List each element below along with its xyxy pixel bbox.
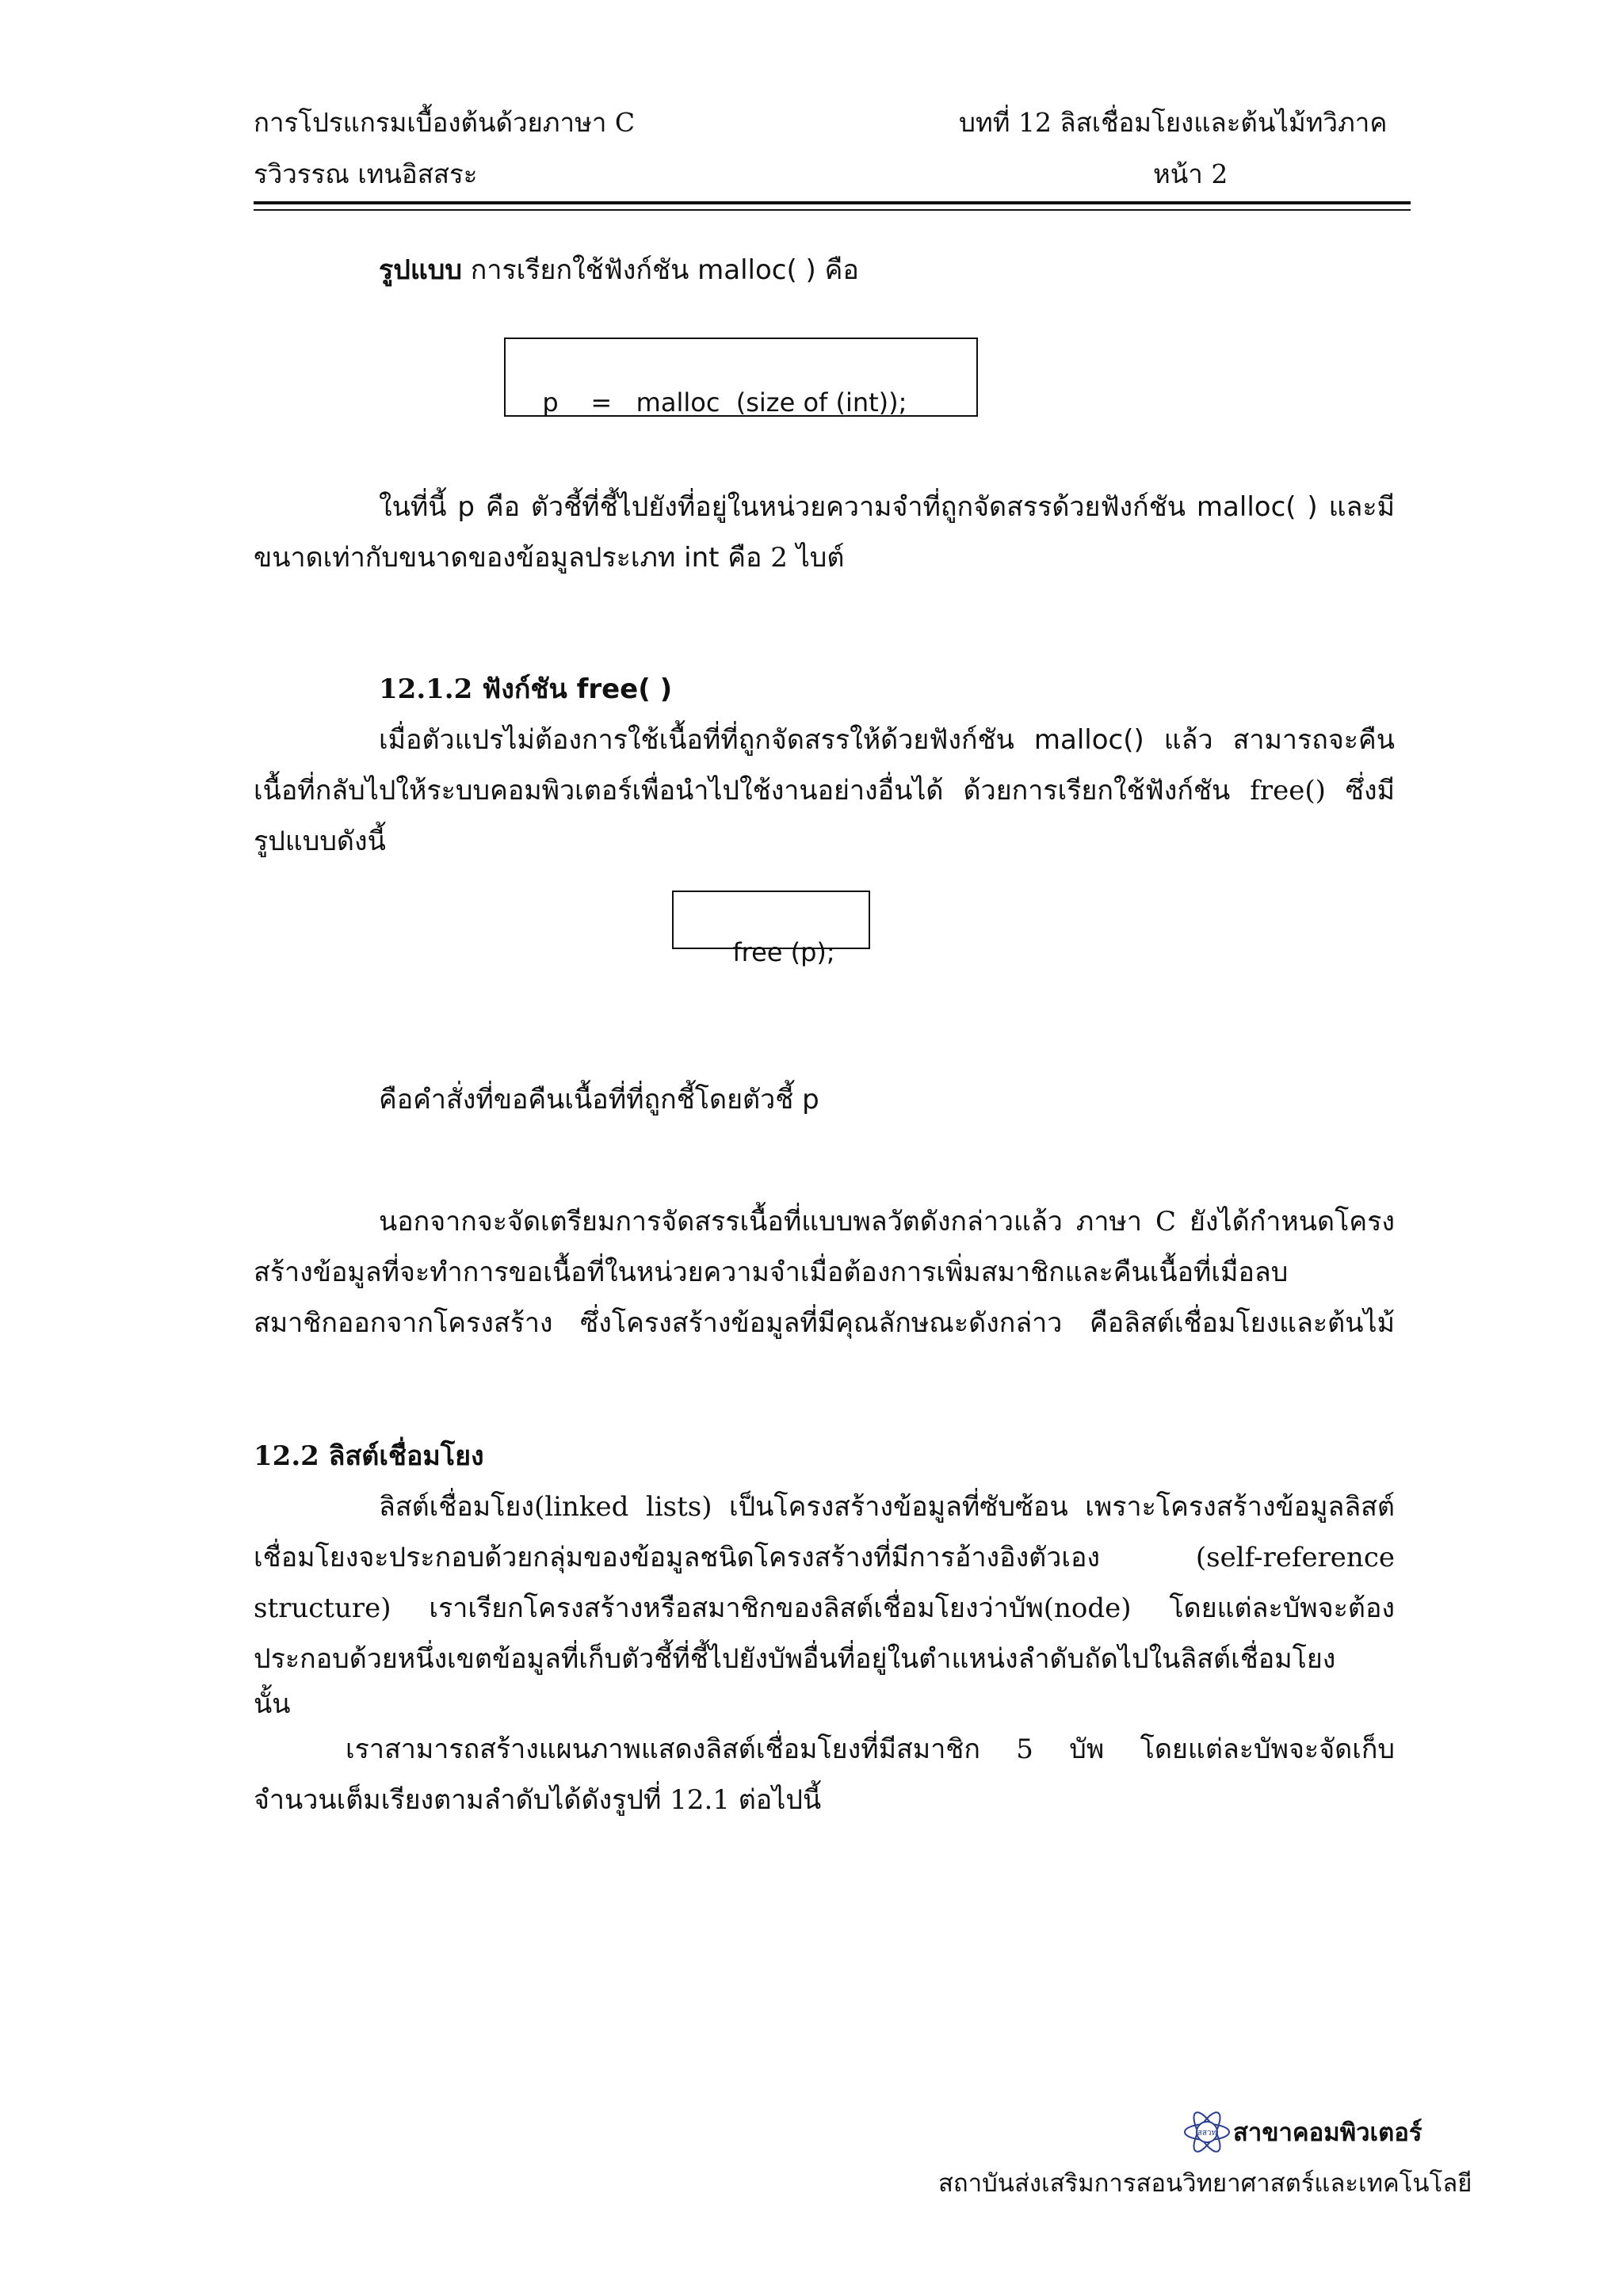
malloc-func-name: malloc( ): [697, 254, 816, 286]
free-code-box: [672, 891, 870, 967]
course-title: การโปรแกรมเบื้องต้นด้วยภาษา C: [254, 107, 636, 138]
svg-text:สสวท: สสวท: [1197, 2129, 1217, 2138]
dynamic-allocation-paragraph: นอกจากจะจัดเตรียมการจัดสรรเนื้อที่แบบพลวัตดังกล่าวแล้ว ภาษา C ยังได้กำหนดโครง สร้างข้อมูลที่จะทำการขอเนื้อที่ในหน่วยความจำเมื่อต้องการเพิ่มสมาชิกและคืนเนื้อที่เมื่อลบ สมาชิกออกจากโครงสร้าง ซึ่งโครงสร้างข้อมูลที่มีคุณลักษณะดังกล่าว คือลิสต์เชื่อมโยงและต้นไม้: [254, 1206, 1395, 1339]
author-name: รวิวรรณ เทนอิสสระ: [254, 158, 478, 189]
format-label: รูปแบบ: [379, 254, 462, 286]
section-12-2: 12.2 ลิสต์เชื่อมโยง ลิสต์เชื่อมโยง(linked lists) เป็นโครงสร้างข้อมูลที่ซับซ้อน เพราะโครงสร้างข้อมูลลิสต์ เชื่อมโยงจะประกอบด้วยกลุ่มของข้อมูลชนิดโครงสร้างที่มีการอ้างอิงตัวเอง (self-reference structure) เราเรียกโครงสร้างหรือสมาชิกของลิสต์เชื่อมโยงว่าบัพ(node) โดยแต่ละบัพจะต้อง ประกอบด้วยหนึ่งเขตข้อมูลที่เก็บตัวชี้ที่ชี้ไปยังบัพอื่นที่อยู่ในตำแหน่งลำดับถัดไปในลิสต์เชื่อมโยง นั้น เราสามารถสร้างแผนภาพแสดงลิสต์เชื่อมโยงที่มีสมาชิก 5 บัพ โดยแต่ละบัพจะจัดเก็บ จำนวนเต็มเรียงตามลำดับได้ดังรูปที่ 12.1 ต่อไปนี้: [254, 1431, 1395, 1825]
malloc-code: p = malloc (size of (int));: [542, 387, 907, 418]
institute-logo: [1182, 2106, 1232, 2158]
chapter-title: บทที่ 12 ลิสเชื่อมโยงและต้นไม้ทวิภาค: [959, 107, 1388, 138]
department-name: สาขาคอมพิวเตอร์: [1233, 2119, 1423, 2147]
page-number: หน้า 2: [1153, 158, 1228, 189]
section-12-1-2-heading: 12.1.2 ฟังก์ชัน free( ): [379, 673, 673, 705]
malloc-format-intro: รูปแบบ การเรียกใช้ฟังก์ชัน malloc( ) คือ: [379, 254, 859, 286]
free-code: free (p);: [732, 937, 835, 967]
atom-logo-icon: [1182, 2106, 1232, 2158]
section-12-1-2: 12.1.2 ฟังก์ชัน free( ) เมื่อตัวแปรไม่ต้องการใช้เนื้อที่ที่ถูกจัดสรรให้ด้วยฟังก์ชัน malloc() แล้ว สามารถจะคืน เนื้อที่กลับไปให้ระบบคอมพิวเตอร์เพื่อนำไปใช้งานอย่างอื่นได้ ด้วยการเรียกใช้ฟังก์ชัน free() ซึ่งมี รูปแบบดังนี้: [254, 664, 1395, 867]
free-explanation: คือคำสั่งที่ขอคืนเนื้อที่ที่ถูกชี้โดยตัวชี้ p: [379, 1084, 819, 1116]
header-rule-thick: [254, 201, 1411, 204]
malloc-code-box: [504, 338, 978, 417]
header-rule-thin: [254, 209, 1411, 211]
malloc-explanation: ในที่นี้ p คือ ตัวชี้ที่ชี้ไปยังที่อยู่ในหน่วยความจำที่ถูกจัดสรรด้วยฟังก์ชัน malloc( ) และมี ขนาดเท่ากับขนาดของข้อมูลประเภท int คือ 2 ไบต์: [254, 491, 1395, 574]
section-12-2-heading: 12.2 ลิสต์เชื่อมโยง: [254, 1440, 484, 1472]
institute-name: สถาบันส่งเสริมการสอนวิทยาศาสตร์และเทคโนโลยี: [938, 2169, 1472, 2198]
